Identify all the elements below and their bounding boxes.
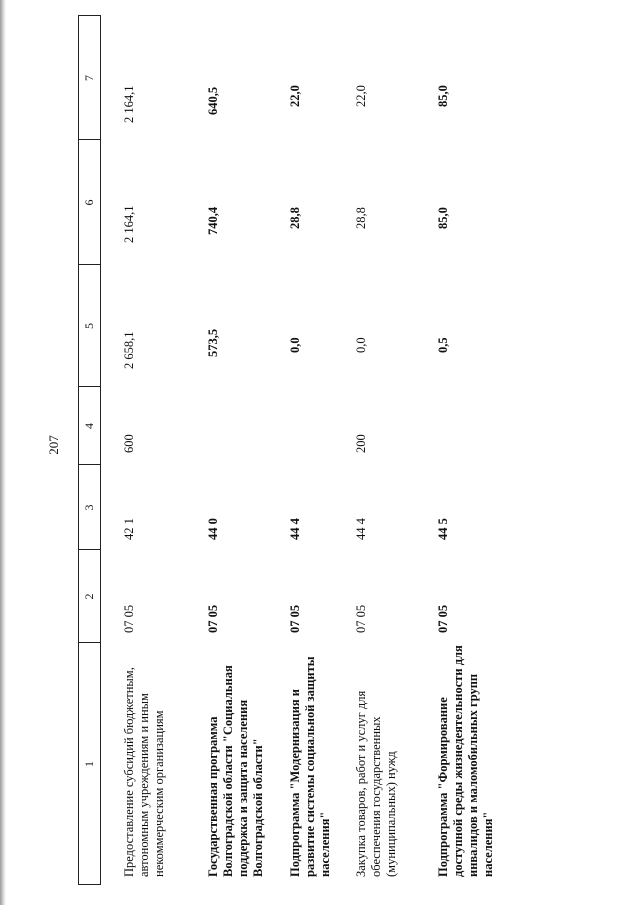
row-3-section: 07 05 [354, 604, 368, 633]
row-4-target: 44 5 [436, 518, 450, 540]
page-number: 207 [46, 435, 61, 455]
col-header-5: 5 [82, 323, 96, 329]
row-1-v7: 640,5 [206, 86, 220, 115]
row-3-v6: 28,8 [354, 207, 368, 229]
header-bottom-rule [100, 15, 101, 885]
row-1-v5: 573,5 [206, 328, 220, 357]
row-2-v7: 22,0 [288, 85, 302, 107]
row-3-kind: 200 [354, 434, 368, 453]
row-2-v6: 28,8 [288, 207, 302, 229]
row-3-v7: 22,0 [354, 85, 368, 107]
row-2-section: 07 05 [288, 604, 302, 633]
row-0-v7: 2 164,1 [122, 85, 136, 123]
col-header-4: 4 [82, 423, 96, 429]
row-4-v6: 85,0 [436, 207, 450, 229]
row-4-v5: 0,5 [436, 337, 450, 353]
col-header-1: 1 [82, 761, 96, 767]
row-0-v6: 2 164,1 [122, 205, 136, 243]
col-header-7: 7 [82, 75, 96, 81]
row-0-section: 07 05 [122, 604, 136, 633]
row-1-v6: 740,4 [206, 206, 220, 235]
row-0-v5: 2 658,1 [122, 331, 136, 369]
row-3-name: Закупка товаров, работ и услуг для обеспечения государственных (муниципальных) нужд [354, 690, 398, 877]
col-header-2: 2 [82, 593, 96, 600]
row-1-target: 44 0 [206, 518, 220, 540]
row-4-v7: 85,0 [436, 85, 450, 107]
row-0-kind: 600 [122, 434, 136, 453]
row-0-name: Предоставление субсидий бюджетным, автономным учреждениям и иным некоммерческим организациям [122, 667, 166, 877]
row-2-name: Подпрограмма "Модернизация и развитие системы социальной защиты населения" [288, 656, 332, 877]
row-2-target: 44 4 [288, 518, 302, 540]
row-4-name: Подпрограмма "Формирование доступной среды жизнедеятельности для инвалидов и маломобильных групп населения" [436, 645, 495, 877]
row-2-v5: 0,0 [288, 337, 302, 353]
row-0-target: 42 1 [122, 518, 136, 540]
row-3-target: 44 4 [354, 518, 368, 540]
col-header-3: 3 [82, 504, 96, 511]
row-1-section: 07 05 [206, 604, 220, 633]
budget-table [78, 15, 618, 885]
row-4-section: 07 05 [436, 604, 450, 633]
row-1-name: Государственная программа Волгоградской области "Социальная поддержка и защита населения Волгоградской области" [206, 665, 265, 877]
row-3-v5: 0,0 [354, 337, 368, 353]
col-header-6: 6 [82, 199, 96, 206]
